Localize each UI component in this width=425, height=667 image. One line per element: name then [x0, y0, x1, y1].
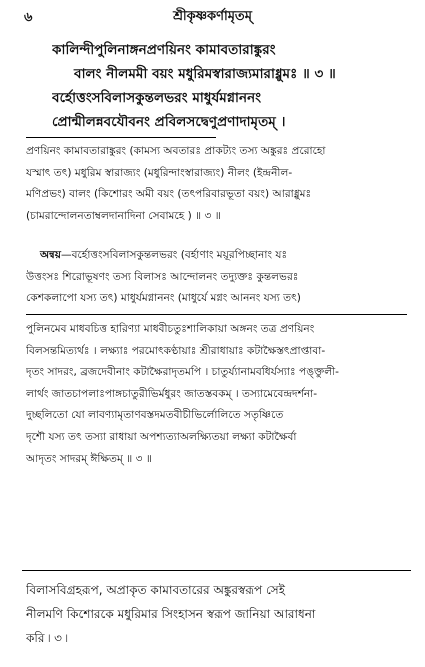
commentary-line: দুচ্ছলিতো যো লাবণ্যামৃতাণবস্তদমতবীচীভির্লোলিতে সতৃষ্ণিতে	[26, 409, 284, 422]
anvaya-line: কেশকলাপো যস্য তৎ) মাধুর্যমগ্নাননং (মাধুর্যে মগ্নং আননং যস্য তৎ)	[26, 292, 301, 305]
page-header-title: শ্রীকৃষ্ণকর্ণামৃতম্	[173, 9, 252, 24]
commentary-line: পুলিনমেব মাধবচিত্ত হারিণ্যা মাধবীচতুঃশালিকায়া অঙ্গনং তত্র প্রণয়িনং	[26, 323, 315, 335]
commentary-line: লার্থং জাতচাপলাঃপাঙ্গচাতুরীভির্মধুরং জাতস্তবকম্ । তস্যামেবেন্দ্রদর্শনা-	[26, 387, 318, 400]
anvaya-block	[26, 245, 407, 310]
verse-line: বর্হোত্তংসবিলাসকুন্তলভরং মাধুর্যমগ্নাননং	[52, 90, 262, 106]
page-number: ৬	[24, 10, 33, 25]
commentary-line: প্রণয়িনং কামাবতারাঙ্কুরং (কামস্য অবতারঃ প্রাকট্যং তস্য অঙ্কুরঃ প্ররোহো	[26, 145, 326, 157]
anvaya-line	[26, 245, 407, 267]
bengali-translation	[26, 578, 411, 650]
commentary-line: দৃতং সাদরং, ব্রজদেবীনাং কটাক্ষৈরাদৃতমপি । চাতুর্য্যানামবধির্যস্যাঃ পঙ্ক্তুলী-	[26, 366, 340, 379]
commentary-line: যস্মাৎ তৎ) মধুরিম স্বারাজ্যং (মধুরিন্দাংস্বারাজ্যং) নীলং (ইন্দ্রনীল-	[26, 166, 293, 179]
divider-line	[22, 570, 411, 571]
verse-line: প্রোন্মীলন্নবযৌবনং প্রবিলসদ্বেণুপ্রণাদামৃতম্ ।	[52, 114, 286, 130]
translation-line: বিলাসবিগ্রহরূপ, অপ্রাকৃত কামাবতারের অঙ্কুরস্বরূপ সেই	[26, 583, 285, 597]
anvaya-text: —বর্হোত্তংসবিলাসকুন্তলভরং (বর্হাণাং ময়ূরপিচ্ছানাং যঃ	[61, 249, 288, 261]
commentary-line: (চামরান্দোলনতাম্বলদানাদিনা সেবামহে ) ॥ ৩ ॥	[26, 209, 221, 222]
commentary-line: বিলসন্তমিত্যর্থঃ । লক্ষ্যাঃ পরমোৎকণ্ঠায়াঃ শ্রীরাধায়াঃ কটাক্ষৈস্তৎপ্রাপ্তাবা-	[26, 344, 326, 357]
commentary-block-2	[26, 319, 407, 470]
divider-line	[26, 137, 216, 138]
commentary-line: দৃশৌ যস্য তৎ তস্যা রাধায়া অপশ্যত্যাঅলক্ষ্যিতয়া লক্ষ্যা কটাক্ষৈর্বা	[26, 430, 297, 443]
translation-line: নীলমণি কিশোরকে মধুরিমার সিংহাসন স্বরূপ জানিয়া আরাধনা	[26, 607, 316, 621]
divider-line	[26, 314, 407, 315]
verse-line: বালং নীলমমী বয়ং মধুরিমস্বারাজ্যমারাধ্নুমঃ ॥ ৩ ॥	[74, 66, 336, 82]
translation-line: করি ৷ ৩ ৷	[26, 631, 68, 645]
anvaya-line: উত্তংসঃ শিরোভূষণং তস্য বিলাসঃ আন্দোলনং তদ্যুক্তঃ কুন্তলভরঃ	[26, 270, 299, 283]
verse-line: কালিন্দীপুলিনাঙ্গনপ্রণয়িনং কামাবতারাঙ্কুরং	[52, 42, 276, 58]
sanskrit-verse	[52, 38, 411, 134]
anvaya-label: অন্বয়	[40, 249, 62, 261]
commentary-line: আদৃতং সাদরম্ ঈক্ষিতম্ ॥ ৩ ॥	[26, 452, 152, 465]
commentary-block-1	[26, 141, 407, 227]
commentary-line: মণিপ্রভং) বালং (কিশোরং অমী বয়ং (তৎপরিবারভূতা বয়ং) আরাধ্নুমঃ	[26, 188, 312, 201]
